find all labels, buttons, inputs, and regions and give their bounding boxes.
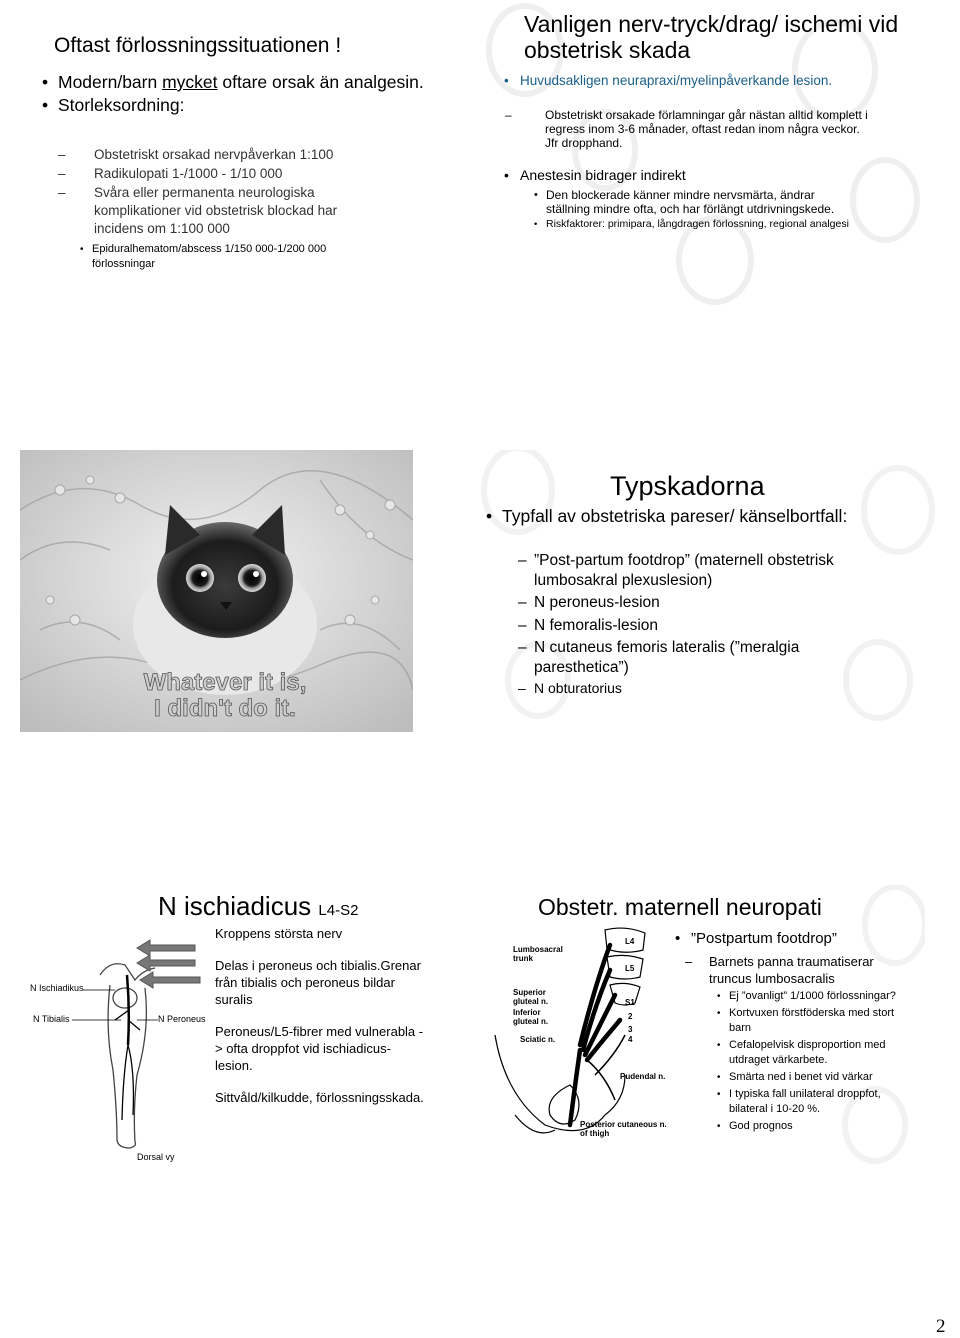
slide-1 (30, 15, 475, 320)
dash-item: – N cutaneus femoris lateralis (”meralgia paresthetica”) (518, 638, 888, 677)
dash-item: – Obstetriskt orsakad nervpåverkan 1:100 (58, 146, 378, 164)
lumbosacral-plexus-diagram (475, 925, 675, 1145)
diagram-label-superior-gluteal: Superior gluteal n. (513, 988, 549, 1006)
sub-bullet: • Cefalopelvisk disproportion med utdraget värkarbete. (713, 1038, 908, 1068)
cat-photo (20, 450, 413, 732)
diagram-label-l4: L4 (625, 937, 635, 946)
dash-item: – Barnets panna traumatiserar truncus lumbosacralis (685, 953, 915, 987)
dash-item: – N peroneus-lesion (518, 593, 888, 613)
diagram-label-s1: S1 (625, 998, 635, 1007)
slide-2 (485, 0, 930, 305)
dash-item: – N obturatorius (518, 679, 888, 699)
diagram-label-lumbosacral: Lumbosacral trunk (513, 945, 563, 963)
diagram-label-pudendal: Pudendal n. (620, 1072, 666, 1081)
diagram-label-inferior-gluteal: Inferior gluteal n. (513, 1008, 549, 1026)
sub-bullet: • Epiduralhematom/abscess 1/150 000-1/200 000 förlossningar (76, 242, 376, 272)
dash-item: – Radikulopati 1-/1000 - 1/10 000 (58, 165, 378, 183)
slide-4 (478, 450, 938, 730)
diagram-label-posterior-cutaneous: Posterior cutaneous n. of thigh (580, 1120, 667, 1138)
cat-caption-line1: Whatever it is, (143, 669, 307, 696)
para-storsta-nerv: Kroppens största nerv (215, 926, 343, 941)
bullet-anestesin: • Anestesin bidrager indirekt (502, 167, 907, 184)
slide-6 (475, 885, 925, 1170)
slide-5 (25, 880, 465, 1170)
underlined-word: mycket (162, 72, 218, 92)
slide-3 (20, 450, 413, 732)
bullet-postpartum-footdrop: • ”Postpartum footdrop” (673, 930, 913, 948)
sciatic-nerve-diagram (25, 880, 205, 1170)
slide-title: N ischiadicus L4-S2 (158, 891, 359, 921)
slide-title: Typskadorna (610, 471, 765, 501)
sub-bullet: • Riskfaktorer: primipara, långdragen förlossning, regional analgesi (530, 218, 860, 231)
label-n-tibialis: N Tibialis (33, 1014, 70, 1024)
diagram-label-3: 3 (628, 1025, 633, 1034)
dash-item: – N femoralis-lesion (518, 616, 888, 636)
label-dorsal-vy: Dorsal vy (137, 1152, 175, 1162)
label-n-ischiadikus: N Ischiadikus (30, 983, 84, 993)
dash-item: – Svåra eller permanenta neurologiska komplikationer vid obstetrisk blockad har incidens om 1:100 000 (58, 184, 378, 238)
slide-title: Vanligen nerv-tryck/drag/ ischemi vid obstetrisk skada (524, 11, 899, 63)
slide-title: Obstetr. maternell neuropati (538, 894, 822, 920)
slide-title: Oftast förlossningssituationen ! (54, 34, 342, 57)
para-delas: Delas i peroneus och tibialis.Grenar från tibialis och peroneus bildar suralis (215, 958, 421, 1007)
bullet-storleksordning: • Storleksordning: (40, 95, 455, 116)
title-subscript: L4-S2 (318, 902, 359, 919)
page-number: 2 (936, 1316, 946, 1337)
para-peroneus: Peroneus/L5-fibrer med vulnerabla -> ofta droppfot vid ischiadicus- lesion. (215, 1024, 424, 1073)
bullet-neurapraxi: • Huvudsakligen neurapraxi/myelinpåverkande lesion. (502, 73, 907, 88)
diagram-label-sciatic: Sciatic n. (520, 1035, 556, 1044)
diagram-label-l5: L5 (625, 964, 635, 973)
bullet-modern-barn: • Modern/barn mycket oftare orsak än analgesin. (40, 72, 455, 93)
dash-item: – ”Post-partum footdrop” (maternell obstetrisk lumbosakral plexuslesion) (518, 551, 888, 590)
diagram-label-2: 2 (628, 1012, 633, 1021)
cat-caption-line2: I didn't do it. (154, 695, 296, 722)
diagram-label-4: 4 (628, 1035, 633, 1044)
sub-bullet: • God prognos (713, 1119, 908, 1134)
dash-item: – Obstetriskt orsakade förlamningar går nästan alltid komplett i regress inom 3-6 månader, oftast redan inom några veckor. Jfr dropphand. (505, 108, 875, 150)
sub-bullet: • Den blockerade känner mindre nervsmärta, ändrar ställning mindre ofta, och har förlängt utdrivningskede. (530, 188, 860, 216)
bullet-typfall: • Typfall av obstetriska pareser/ känselbortfall: (484, 506, 904, 526)
sub-bullet: • Kortvuxen förstföderska med stort barn (713, 1006, 908, 1036)
para-sittvald: Sittvåld/kilkudde, förlossningsskada. (215, 1090, 424, 1105)
sub-bullet: • Ej ”ovanligt” 1/1000 förlossningar? (713, 989, 908, 1004)
label-n-peroneus: N Peroneus (158, 1014, 206, 1024)
sub-bullet: • Smärta ned i benet vid värkar (713, 1070, 908, 1085)
sub-bullet: • I typiska fall unilateral droppfot, bilateral i 10-20 %. (713, 1087, 908, 1117)
